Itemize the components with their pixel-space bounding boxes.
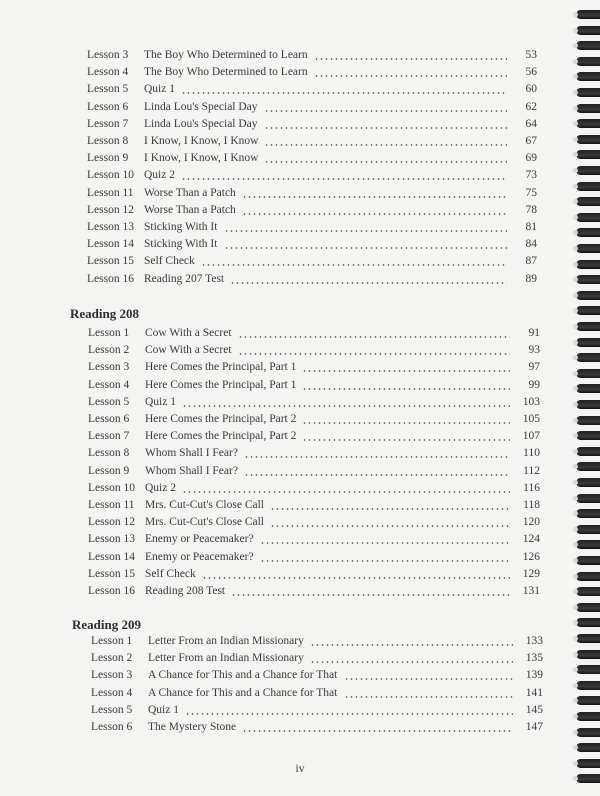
spiral-coil bbox=[576, 494, 600, 503]
dot-leader bbox=[264, 110, 507, 112]
page-ref: 53 bbox=[525, 49, 537, 61]
lesson-title: Reading 207 Test bbox=[144, 272, 225, 285]
lesson-label: Lesson 2 bbox=[91, 652, 133, 665]
spiral-coil bbox=[576, 587, 600, 596]
spiral-coil bbox=[576, 525, 600, 534]
dot-leader bbox=[314, 58, 507, 60]
lesson-title: I Know, I Know, I Know bbox=[144, 152, 259, 165]
page-ref: 75 bbox=[525, 186, 537, 199]
lesson-label: Lesson 5 bbox=[87, 83, 129, 96]
lesson-title: Letter From an Indian Missionary bbox=[148, 652, 304, 665]
lesson-label: Lesson 11 bbox=[88, 499, 135, 511]
dot-leader bbox=[242, 196, 507, 198]
toc-entry bbox=[88, 531, 540, 548]
toc-entry bbox=[87, 116, 537, 133]
spiral-coil bbox=[576, 260, 600, 269]
lesson-title: Here Comes the Principal, Part 1 bbox=[145, 361, 297, 374]
lesson-title: Sticking With It bbox=[144, 238, 218, 251]
lesson-label: Lesson 4 bbox=[91, 686, 133, 699]
toc-entry bbox=[91, 685, 543, 702]
spiral-coil bbox=[576, 353, 600, 362]
spiral-coil bbox=[576, 135, 600, 144]
dot-leader bbox=[310, 661, 513, 663]
lesson-title: Here Comes the Principal, Part 2 bbox=[145, 413, 297, 425]
page-ref: 69 bbox=[525, 152, 537, 165]
toc-entry bbox=[91, 650, 543, 667]
dot-leader bbox=[264, 161, 507, 163]
lesson-label: Lesson 5 bbox=[88, 395, 130, 408]
dot-leader bbox=[302, 422, 510, 424]
dot-leader bbox=[238, 353, 510, 355]
lesson-title: Worse Than a Patch bbox=[144, 186, 236, 199]
section-heading: Reading 208 bbox=[70, 306, 139, 321]
spiral-coil bbox=[576, 104, 600, 113]
dot-leader bbox=[264, 144, 507, 146]
dot-leader bbox=[224, 247, 507, 249]
lesson-title: Linda Lou's Special Day bbox=[144, 117, 258, 130]
toc-entry bbox=[87, 64, 537, 81]
spiral-coil bbox=[576, 650, 600, 659]
toc-entry bbox=[88, 463, 540, 480]
toc-entry bbox=[91, 719, 543, 736]
lesson-label: Lesson 11 bbox=[87, 186, 134, 199]
lesson-title: Linda Lou's Special Day bbox=[144, 100, 258, 113]
lesson-label: Lesson 15 bbox=[88, 567, 135, 580]
page-ref: 89 bbox=[525, 272, 537, 285]
page-ref: 133 bbox=[525, 635, 543, 647]
page-ref: 147 bbox=[525, 721, 543, 733]
page-ref: 81 bbox=[525, 221, 537, 233]
lesson-title: Self Check bbox=[145, 567, 196, 580]
page-ref: 87 bbox=[525, 255, 537, 268]
toc-entry bbox=[88, 359, 540, 376]
spiral-coil bbox=[576, 275, 600, 284]
spiral-coil bbox=[576, 369, 600, 378]
spiral-binding bbox=[572, 0, 600, 796]
page-ref: 60 bbox=[525, 83, 537, 96]
page-ref: 120 bbox=[522, 516, 540, 529]
lesson-label: Lesson 2 bbox=[88, 344, 130, 357]
toc-entry bbox=[87, 185, 537, 202]
page-ref: 141 bbox=[525, 686, 543, 699]
lesson-label: Lesson 6 bbox=[91, 721, 133, 733]
toc-entry bbox=[87, 81, 537, 98]
spiral-coil bbox=[576, 291, 600, 300]
lesson-title: Mrs. Cut-Cut's Close Call bbox=[145, 499, 264, 511]
dot-leader bbox=[260, 542, 510, 544]
toc-entry bbox=[87, 167, 537, 184]
lesson-label: Lesson 6 bbox=[87, 100, 129, 113]
lesson-label: Lesson 4 bbox=[88, 378, 130, 391]
toc-entry bbox=[88, 325, 540, 342]
page-ref: 91 bbox=[528, 327, 540, 339]
lesson-label: Lesson 13 bbox=[88, 533, 135, 546]
lesson-label: Lesson 7 bbox=[87, 117, 129, 130]
spiral-coil bbox=[576, 338, 600, 347]
spiral-coil bbox=[576, 150, 600, 159]
spiral-coil bbox=[576, 681, 600, 690]
toc-entry bbox=[88, 566, 540, 583]
lesson-label: Lesson 12 bbox=[88, 516, 135, 529]
spiral-coil bbox=[576, 447, 600, 456]
lesson-label: Lesson 16 bbox=[88, 585, 135, 597]
lesson-title: Self Check bbox=[144, 255, 195, 268]
page-ref: 139 bbox=[525, 669, 543, 682]
spiral-coil bbox=[576, 665, 600, 674]
dot-leader bbox=[182, 491, 510, 493]
spiral-coil bbox=[576, 213, 600, 222]
spiral-coil bbox=[576, 72, 600, 81]
lesson-title: Here Comes the Principal, Part 2 bbox=[145, 430, 297, 443]
section-heading: Reading 209 bbox=[72, 617, 141, 632]
lesson-label: Lesson 8 bbox=[88, 447, 130, 460]
spiral-coil bbox=[576, 322, 600, 331]
spiral-coil bbox=[576, 712, 600, 721]
lesson-label: Lesson 15 bbox=[87, 255, 134, 268]
dot-leader bbox=[201, 264, 507, 266]
lesson-title: Sticking With It bbox=[144, 221, 218, 233]
page-ref: 103 bbox=[522, 395, 540, 408]
page-ref: 56 bbox=[525, 66, 537, 79]
lesson-title: Reading 208 Test bbox=[145, 585, 226, 597]
lesson-title: Here Comes the Principal, Part 1 bbox=[145, 378, 297, 391]
lesson-label: Lesson 1 bbox=[88, 327, 130, 339]
spiral-coil bbox=[576, 556, 600, 565]
page-ref: 116 bbox=[523, 481, 540, 494]
spiral-coil bbox=[576, 509, 600, 518]
page-ref: 99 bbox=[528, 378, 540, 391]
spiral-coil bbox=[576, 41, 600, 50]
toc-entry bbox=[88, 342, 540, 359]
page-ref: 97 bbox=[528, 361, 540, 374]
dot-leader bbox=[344, 696, 513, 698]
page-ref: 64 bbox=[525, 117, 537, 130]
toc-entry bbox=[87, 202, 537, 219]
spiral-coil bbox=[576, 244, 600, 253]
lesson-label: Lesson 3 bbox=[87, 49, 129, 61]
lesson-title: Quiz 1 bbox=[148, 703, 179, 716]
spiral-coil bbox=[576, 166, 600, 175]
spiral-coil bbox=[576, 728, 600, 737]
lesson-label: Lesson 3 bbox=[91, 669, 133, 682]
dot-leader bbox=[181, 92, 507, 94]
lesson-title: Mrs. Cut-Cut's Close Call bbox=[145, 516, 264, 529]
toc-entry bbox=[88, 549, 540, 566]
dot-leader bbox=[230, 282, 507, 284]
toc-entry bbox=[88, 480, 540, 497]
lesson-title: The Boy Who Determined to Learn bbox=[144, 66, 308, 79]
lesson-title: The Boy Who Determined to Learn bbox=[144, 49, 308, 61]
spiral-coil bbox=[576, 26, 600, 35]
spiral-coil bbox=[576, 478, 600, 487]
dot-leader bbox=[224, 230, 507, 232]
toc-entry bbox=[87, 219, 537, 236]
dot-leader bbox=[242, 213, 507, 215]
spiral-coil bbox=[576, 10, 600, 19]
dot-leader bbox=[260, 560, 510, 562]
toc-entry bbox=[87, 133, 537, 150]
lesson-title: Quiz 1 bbox=[145, 395, 176, 408]
spiral-coil bbox=[576, 119, 600, 128]
spiral-coil bbox=[576, 603, 600, 612]
page-ref: 145 bbox=[525, 703, 543, 716]
page-ref: 110 bbox=[523, 447, 540, 460]
dot-leader bbox=[244, 474, 510, 476]
page-ref: 124 bbox=[522, 533, 540, 546]
toc-entry bbox=[88, 394, 540, 411]
lesson-label: Lesson 1 bbox=[91, 635, 133, 647]
toc-entry bbox=[87, 271, 537, 288]
dot-leader bbox=[185, 713, 513, 715]
lesson-title: Whom Shall I Fear? bbox=[145, 447, 238, 460]
lesson-label: Lesson 10 bbox=[88, 481, 135, 494]
page-number: iv bbox=[295, 763, 305, 775]
lesson-title: Worse Than a Patch bbox=[144, 203, 236, 216]
lesson-label: Lesson 14 bbox=[88, 550, 135, 563]
toc-entry bbox=[87, 47, 537, 64]
page-ref: 84 bbox=[525, 238, 537, 251]
lesson-label: Lesson 8 bbox=[87, 135, 129, 147]
dot-leader bbox=[231, 594, 510, 596]
dot-leader bbox=[242, 730, 513, 732]
spiral-coil bbox=[576, 540, 600, 549]
dot-leader bbox=[181, 178, 507, 180]
spiral-coil bbox=[576, 400, 600, 409]
spiral-coil bbox=[576, 743, 600, 752]
page-ref: 107 bbox=[522, 430, 540, 443]
page-ref: 126 bbox=[522, 550, 540, 563]
toc-entry bbox=[87, 236, 537, 253]
dot-leader bbox=[264, 127, 507, 129]
page-ref: 131 bbox=[522, 585, 540, 597]
dot-leader bbox=[310, 644, 513, 646]
spiral-coil bbox=[576, 57, 600, 66]
spiral-coil bbox=[576, 384, 600, 393]
toc-entry bbox=[88, 377, 540, 394]
dot-leader bbox=[238, 336, 510, 338]
toc-entry bbox=[88, 583, 540, 600]
dot-leader bbox=[344, 678, 513, 680]
toc-entry bbox=[87, 253, 537, 270]
page-ref: 129 bbox=[522, 567, 540, 580]
toc-entry bbox=[88, 411, 540, 428]
lesson-label: Lesson 12 bbox=[87, 203, 134, 216]
dot-leader bbox=[314, 75, 507, 77]
toc-entry bbox=[91, 667, 543, 684]
lesson-title: A Chance for This and a Chance for That bbox=[148, 669, 338, 682]
toc-entry bbox=[88, 428, 540, 445]
lesson-label: Lesson 16 bbox=[87, 272, 134, 285]
lesson-label: Lesson 7 bbox=[88, 430, 130, 443]
lesson-label: Lesson 4 bbox=[87, 66, 129, 79]
lesson-label: Lesson 13 bbox=[87, 221, 134, 233]
page-ref: 112 bbox=[523, 464, 540, 477]
lesson-title: Enemy or Peacemaker? bbox=[145, 533, 254, 546]
dot-leader bbox=[302, 439, 510, 441]
spiral-coil bbox=[576, 462, 600, 471]
lesson-title: Quiz 2 bbox=[144, 169, 175, 182]
spiral-coil bbox=[576, 634, 600, 643]
dot-leader bbox=[202, 577, 510, 579]
spiral-coil bbox=[576, 88, 600, 97]
toc-entry bbox=[87, 99, 537, 116]
toc-entry bbox=[88, 445, 540, 462]
page-ref: 135 bbox=[525, 652, 543, 665]
lesson-title: The Mystery Stone bbox=[148, 721, 237, 733]
dot-leader bbox=[270, 525, 510, 527]
lesson-label: Lesson 5 bbox=[91, 703, 133, 716]
spiral-coil bbox=[576, 431, 600, 440]
page-ref: 118 bbox=[523, 499, 540, 511]
lesson-title: Quiz 2 bbox=[145, 481, 176, 494]
spiral-coil bbox=[576, 759, 600, 768]
spiral-coil bbox=[576, 572, 600, 581]
lesson-label: Lesson 6 bbox=[88, 413, 130, 425]
toc-entry bbox=[87, 150, 537, 167]
page-ref: 93 bbox=[528, 344, 540, 357]
lesson-title: A Chance for This and a Chance for That bbox=[148, 686, 338, 699]
page-ref: 67 bbox=[525, 135, 537, 147]
toc-entry bbox=[91, 633, 543, 650]
spiral-coil bbox=[576, 306, 600, 315]
spiral-coil bbox=[576, 197, 600, 206]
page-ref: 105 bbox=[522, 413, 540, 425]
lesson-title: I Know, I Know, I Know bbox=[144, 135, 259, 147]
dot-leader bbox=[244, 456, 510, 458]
dot-leader bbox=[302, 388, 510, 390]
toc-entry bbox=[91, 702, 543, 719]
spiral-coil bbox=[576, 416, 600, 425]
page-ref: 78 bbox=[525, 203, 537, 216]
page-ref: 62 bbox=[525, 100, 537, 113]
lesson-label: Lesson 3 bbox=[88, 361, 130, 374]
toc-entry bbox=[88, 497, 540, 514]
spiral-coil bbox=[576, 182, 600, 191]
lesson-title: Cow With a Secret bbox=[145, 327, 232, 339]
lesson-label: Lesson 9 bbox=[88, 464, 130, 477]
spiral-coil bbox=[576, 618, 600, 627]
dot-leader bbox=[270, 508, 510, 510]
spiral-coil bbox=[576, 228, 600, 237]
page-ref: 73 bbox=[525, 169, 537, 182]
spiral-coil bbox=[576, 696, 600, 705]
toc-entry bbox=[88, 514, 540, 531]
lesson-title: Letter From an Indian Missionary bbox=[148, 635, 304, 647]
dot-leader bbox=[182, 405, 510, 407]
lesson-label: Lesson 10 bbox=[87, 169, 134, 182]
lesson-title: Cow With a Secret bbox=[145, 344, 232, 357]
lesson-label: Lesson 9 bbox=[87, 152, 129, 165]
spiral-coil bbox=[576, 774, 600, 783]
lesson-title: Enemy or Peacemaker? bbox=[145, 550, 254, 563]
lesson-label: Lesson 14 bbox=[87, 238, 134, 251]
lesson-title: Quiz 1 bbox=[144, 83, 175, 96]
dot-leader bbox=[302, 370, 510, 372]
lesson-title: Whom Shall I Fear? bbox=[145, 464, 238, 477]
